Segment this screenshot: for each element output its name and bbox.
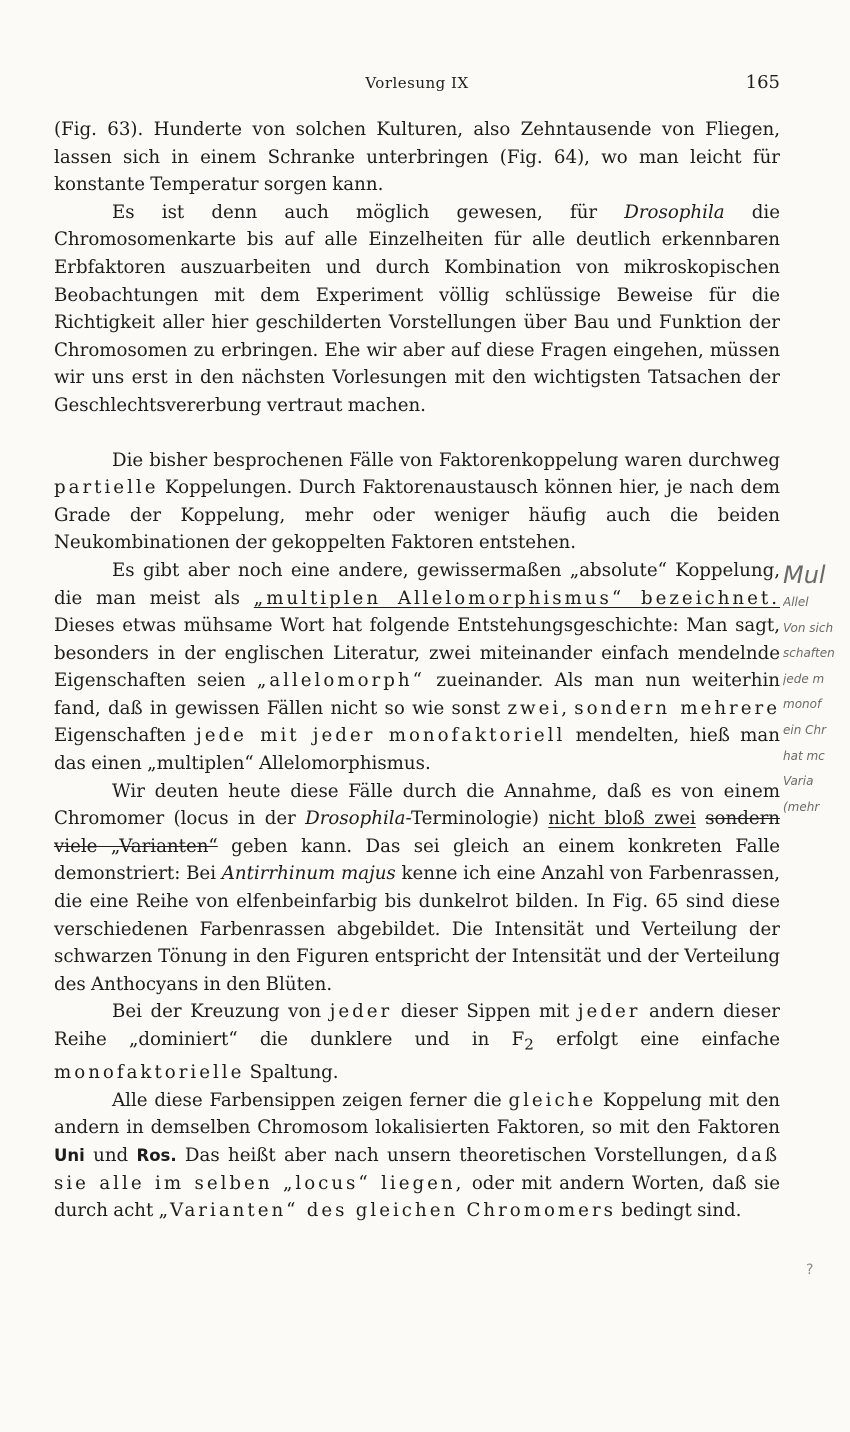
paragraph-4	[54, 557, 780, 778]
text: Bei der Kreuzung von	[112, 1001, 330, 1023]
spaced-term: daß sie alle im selben „locus“ liegen,	[54, 1145, 780, 1194]
text: Eigenschaften	[54, 725, 197, 747]
text: Das heißt aber nach unsern theoretischen Vorstellungen,	[176, 1145, 737, 1167]
text: erfolgt eine einfache	[533, 1029, 781, 1050]
text: Alle diese Farbensippen zeigen ferner die	[112, 1089, 509, 1111]
body-text	[54, 116, 780, 1225]
paragraph-6	[54, 998, 780, 1086]
spaced-term: partielle	[54, 477, 159, 499]
margin-note: (mehr	[783, 799, 820, 814]
text: Koppelung mit den andern in demselben Chromosom lokalisierten Faktoren, so mit den Faktoren	[54, 1089, 780, 1139]
text: und	[84, 1145, 137, 1167]
factor-symbol: Ros.	[136, 1146, 177, 1166]
margin-note: Varia	[783, 774, 814, 789]
page-header	[54, 72, 780, 96]
subscript: 2	[524, 1035, 534, 1054]
italic-term: Drosophila	[305, 808, 406, 830]
page-number: 165	[745, 72, 780, 93]
paragraph-3	[54, 447, 780, 557]
margin-note: Von sich	[783, 620, 834, 635]
paragraph-2	[54, 199, 780, 420]
spaced-term: „allelomorph“	[256, 670, 425, 692]
spaced-term: „Varianten“ des gleichen Chromomers	[158, 1200, 616, 1222]
text: Dieses etwas mühsame Wort hat folgende Entstehungsgeschichte: Man sagt, besonders in der englischen Literatur, zwei miteinander einfach mendelnde Eigenschaften seien	[54, 615, 780, 692]
paragraph-7	[54, 1087, 780, 1225]
text: Die bisher besprochenen Fälle von Faktorenkoppelung waren durchweg	[112, 449, 780, 471]
running-head: Vorlesung IX	[365, 74, 469, 92]
factor-symbol: Uni	[54, 1146, 85, 1166]
spaced-term: jede mit jeder monofaktoriell	[196, 725, 566, 747]
spaced-term: monofaktorielle	[54, 1062, 245, 1084]
text: Es gibt aber noch eine andere, gewissermaßen „absolute“ Koppelung, die man meist als	[54, 559, 780, 609]
paragraph-1: (Fig. 63). Hunderte von solchen Kulturen, also Zehntausende von Fliegen, lassen sich in einem Schranke unterbringen (Fig. 64), wo man leicht für konstante Temperatur sorgen kann.	[54, 119, 780, 196]
text: die Chromosomenkarte bis auf alle Einzelheiten für alle deutlich erkennbaren Erbfaktoren auszuarbeiten und durch Kombination von mikroskopischen Beobachtungen mit dem Experiment völlig schlüssige Beweise für die Richtigkeit aller hier geschilderten Vorstellungen über Bau und Funktion der Chromosomen zu erbringen. Ehe wir aber auf diese Fragen eingehen, müssen wir uns erst in den nächsten Vorlesungen mit den wichtigsten Tatsachen der Geschlechtsvererbung vertraut machen.	[54, 201, 780, 416]
underlined-term: nicht bloß zwei	[548, 808, 696, 830]
text: zueinander. Als man nun weiterhin fand, daß in gewissen Fällen nicht so wie sonst	[54, 670, 780, 719]
margin-note: hat mc	[783, 748, 825, 763]
text: oder mit andern Worten, daß sie durch acht	[54, 1172, 780, 1222]
paragraph-5	[54, 778, 780, 999]
italic-term: Drosophila	[624, 201, 725, 223]
text: Spaltung.	[244, 1062, 339, 1084]
spaced-term: jeder	[577, 1001, 641, 1023]
text: Es ist denn auch möglich gewesen, für	[112, 201, 625, 223]
text: mendelten, hieß man das einen „multiplen“ Allelomorphismus.	[54, 725, 780, 775]
text: andern dieser Reihe „dominiert“ die dunklere und in F	[54, 1001, 780, 1050]
spaced-term: jeder	[329, 1001, 393, 1023]
margin-note: schaften	[783, 646, 835, 661]
margin-note: ein Chr	[783, 722, 827, 737]
pencil-mark: ?	[806, 1262, 814, 1278]
text: dieser Sippen mit	[392, 1001, 578, 1023]
underlined-term: „multiplen Allelomorphismus“ bezeichnet.	[253, 587, 780, 609]
text: Koppelungen. Durch Faktorenaustausch können hier, je nach dem Grade der Koppelung, mehr oder weniger häufig auch die beiden Neukombinationen der gekoppelten Faktoren entstehen.	[54, 477, 780, 554]
text: Wir deuten heute diese Fälle durch die Annahme, daß es von einem Chromomer (locus in der	[54, 780, 780, 830]
margin-note: Allel	[783, 595, 809, 609]
margin-note: jede m	[783, 671, 825, 686]
margin-note: monof	[783, 697, 822, 712]
struck-term: sondern viele „Varianten“	[54, 808, 781, 857]
text	[696, 808, 705, 829]
spaced-term: zwei	[507, 697, 562, 719]
spaced-term: sondern mehrere	[574, 697, 780, 719]
text: bedingt sind.	[615, 1200, 742, 1222]
italic-term: Antirrhinum majus	[221, 863, 396, 885]
spaced-term: gleiche	[508, 1089, 597, 1111]
handwritten-margin-notes	[783, 560, 849, 820]
margin-note: Mul	[783, 561, 826, 589]
text: ,	[561, 697, 575, 719]
text: -Terminologie)	[405, 808, 549, 830]
text: kenne ich eine Anzahl von Farbenrassen, die eine Reihe von elfenbeinfarbig bis dunkelrot bilden. In Fig. 65 sind diese verschiedenen Farbenrassen abgebildet. Die Intensität und Verteilung der schwarzen Tönung in den Figuren entspricht der Intensität und der Verteilung des Anthocyans in den Blüten.	[54, 863, 780, 995]
text: geben kann. Das sei gleich an einem konkreten Falle demonstriert: Bei	[54, 835, 780, 885]
